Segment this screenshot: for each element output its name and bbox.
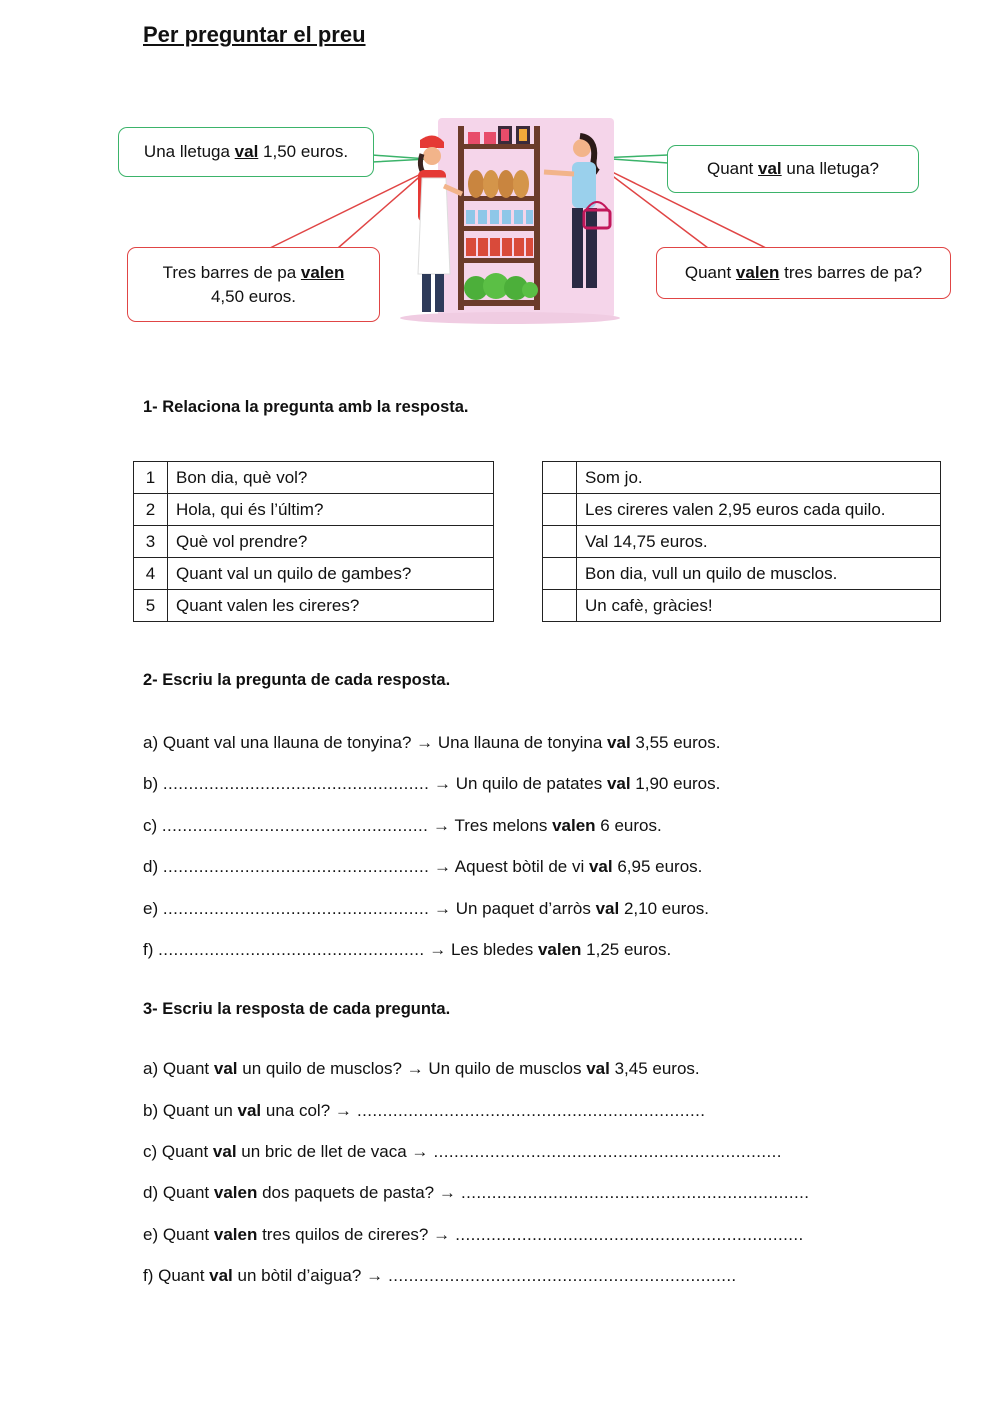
exercise3-item-b [143, 1101, 705, 1121]
item-text: tres quilos de cireres? [257, 1225, 434, 1244]
item-text: dos paquets de pasta? [257, 1183, 439, 1202]
item-text: e) Quant [143, 1225, 214, 1244]
item-keyword: valen [552, 816, 596, 835]
answer-number-input[interactable] [543, 494, 577, 526]
item-keyword: val [237, 1101, 262, 1120]
answer-number-input[interactable] [543, 590, 577, 622]
answer-number-input[interactable] [543, 462, 577, 494]
item-lead: f) [143, 940, 159, 959]
table-row [134, 462, 494, 494]
question-number: 3 [134, 526, 168, 558]
item-text: Un quilo de patates [450, 774, 607, 793]
item-text: a) Quant [143, 1059, 214, 1078]
item-answer: Un quilo de musclos [423, 1059, 587, 1078]
arrow-icon: → [334, 1101, 352, 1120]
item-text: un quilo de musclos? [237, 1059, 407, 1078]
exercise2-item-b [143, 774, 720, 794]
question-number: 1 [134, 462, 168, 494]
item-keyword: val [212, 1142, 237, 1161]
answer-blank[interactable]: .................................................... [158, 940, 425, 959]
floor-shadow [400, 312, 620, 324]
questions-table [133, 461, 494, 622]
table-row [543, 590, 941, 622]
bubble-keyword: val [234, 142, 259, 161]
bubble-keyword: valen [300, 262, 345, 282]
answers-table [542, 461, 941, 622]
question-text: Quant valen les cireres? [168, 590, 494, 622]
arrow-icon: → [429, 774, 451, 793]
item-text: Les bledes [446, 940, 538, 959]
answer-blank[interactable]: .................................................................... [383, 1266, 737, 1285]
item-text: 1,90 euros. [630, 774, 721, 793]
item-keyword: valen [537, 940, 582, 959]
item-lead: d) [143, 857, 163, 876]
item-keyword: valen [213, 1183, 258, 1202]
item-lead: e) [143, 899, 163, 918]
bubble-bottom-right [656, 247, 951, 299]
exercise2-item-a [143, 733, 720, 753]
question-number: 2 [134, 494, 168, 526]
arrow-icon: → [428, 816, 451, 835]
item-text: b) Quant un [143, 1101, 238, 1120]
item-text: Un paquet d’arròs [450, 899, 596, 918]
question-number: 5 [134, 590, 168, 622]
exercise3-item-a [143, 1059, 700, 1079]
item-keyword: val [209, 1266, 233, 1285]
exercise2-item-e [143, 899, 709, 919]
question-text: Hola, qui és l’últim? [168, 494, 494, 526]
table-row [543, 558, 941, 590]
item-text: 3,45 euros. [609, 1059, 700, 1078]
arrow-icon: → [411, 1142, 429, 1161]
item-text: c) Quant [143, 1142, 213, 1161]
shop-illustration [400, 118, 620, 324]
item-text: 1,25 euros. [581, 940, 672, 959]
exercise2-item-f [143, 940, 671, 960]
bubble-text: Quant [706, 159, 759, 178]
item-keyword: val [606, 774, 631, 793]
bubble-text: Tres barres de pa [162, 262, 301, 282]
answer-number-input[interactable] [543, 526, 577, 558]
section2-title: 2- Escriu la pregunta de cada resposta. [143, 671, 451, 689]
item-text: 3,55 euros. [630, 733, 721, 752]
arrow-icon: → [366, 1266, 384, 1285]
table-row [134, 494, 494, 526]
table-row [543, 526, 941, 558]
arrow-icon: → [416, 733, 434, 752]
arrow-icon: → [424, 940, 447, 959]
item-text: 6 euros. [595, 816, 662, 835]
question-text: Quant val un quilo de gambes? [168, 558, 494, 590]
arrow-icon: → [429, 857, 451, 876]
answer-blank[interactable]: .................................................................... [455, 1183, 810, 1202]
item-text: una col? [261, 1101, 335, 1120]
item-text: Tres melons [450, 816, 553, 835]
question-text: Què vol prendre? [168, 526, 494, 558]
item-keyword: val [213, 1059, 238, 1078]
item-text: 6,95 euros. [612, 857, 703, 876]
bubble-keyword: val [758, 159, 782, 178]
item-text: Aquest bòtil de vi [450, 857, 589, 876]
item-text: 2,10 euros. [619, 899, 709, 918]
table-row [543, 494, 941, 526]
item-text: Una llauna de tonyina [433, 733, 608, 752]
bubble-text: 4,50 euros. [210, 286, 297, 306]
bubble-bottom-left [127, 247, 380, 322]
section1-title: 1- Relaciona la pregunta amb la resposta. [143, 398, 469, 416]
exercise2-item-d [143, 857, 702, 877]
arrow-icon: → [438, 1183, 456, 1202]
item-text: f) Quant [143, 1266, 210, 1285]
item-lead: c) [143, 816, 162, 835]
answer-blank[interactable]: .................................................... [161, 816, 429, 835]
item-lead: a) Quant val una llauna de tonyina? [143, 733, 417, 752]
bubble-text: Quant [684, 263, 736, 282]
question-number: 4 [134, 558, 168, 590]
table-row [134, 590, 494, 622]
answer-number-input[interactable] [543, 558, 577, 590]
bubble-top-left [118, 127, 374, 177]
exercise3-item-d [143, 1183, 809, 1203]
bubble-top-right [667, 145, 919, 193]
item-text: un bòtil d’aigua? [232, 1266, 367, 1285]
answer-blank[interactable]: .................................................................... [428, 1142, 782, 1161]
answer-text: Som jo. [577, 462, 941, 494]
answer-blank[interactable]: .................................................... [162, 774, 430, 793]
answer-text: Les cireres valen 2,95 euros cada quilo. [577, 494, 941, 526]
answer-blank[interactable]: .................................................... [162, 857, 430, 876]
exercise3-item-c [143, 1142, 782, 1162]
exercise2-item-c [143, 816, 662, 836]
exercise3-item-f [143, 1266, 737, 1286]
arrow-icon: → [433, 1225, 451, 1244]
answer-text: Bon dia, vull un quilo de musclos. [577, 558, 941, 590]
item-keyword: val [607, 733, 631, 752]
section3-title: 3- Escriu la resposta de cada pregunta. [143, 1000, 451, 1018]
page-title: Per preguntar el preu [143, 22, 366, 47]
item-text: un bric de llet de vaca [236, 1142, 412, 1161]
bubble-text: 1,50 euros. [258, 142, 349, 161]
table-row [134, 526, 494, 558]
question-text: Bon dia, què vol? [168, 462, 494, 494]
item-lead: b) [143, 774, 163, 793]
answer-text: Val 14,75 euros. [577, 526, 941, 558]
item-keyword: val [588, 857, 613, 876]
bubble-text: tres barres de pa? [779, 263, 923, 282]
table-row [543, 462, 941, 494]
answer-blank[interactable]: .................................................................... [351, 1101, 706, 1120]
arrow-icon: → [406, 1059, 424, 1078]
answer-blank[interactable]: .................................................... [162, 899, 430, 918]
item-keyword: val [586, 1059, 610, 1078]
item-keyword: valen [213, 1225, 258, 1244]
bubble-text: Una lletuga [143, 142, 235, 161]
answer-text: Un cafè, gràcies! [577, 590, 941, 622]
table-row [134, 558, 494, 590]
item-keyword: val [595, 899, 620, 918]
item-text: d) Quant [143, 1183, 214, 1202]
answer-blank[interactable]: .................................................................... [450, 1225, 804, 1244]
exercise3-item-e [143, 1225, 804, 1245]
bubble-keyword: valen [735, 263, 780, 282]
bubble-text: una lletuga? [781, 159, 880, 178]
arrow-icon: → [429, 899, 451, 918]
